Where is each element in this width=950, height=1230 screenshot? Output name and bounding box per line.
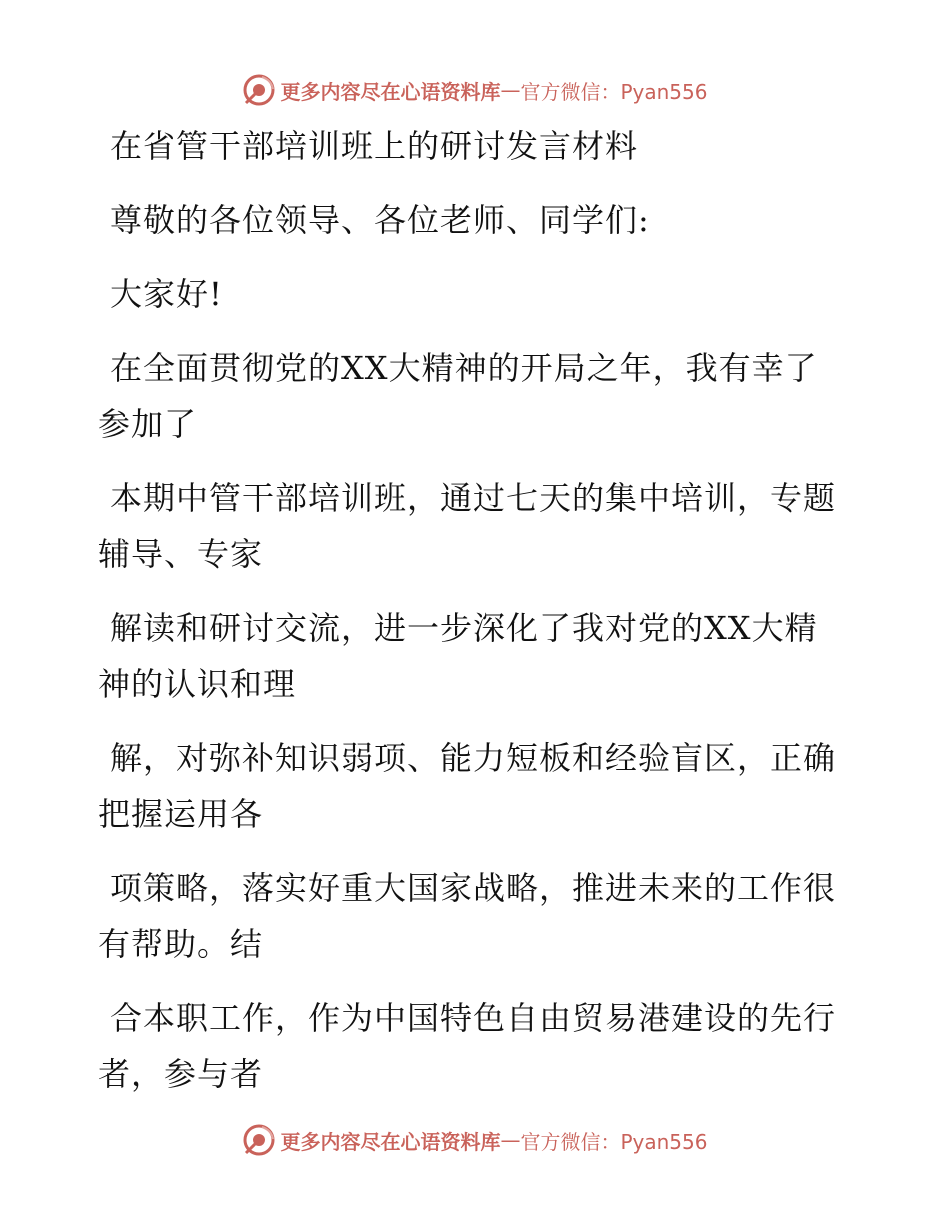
paragraph: 大家好!: [110, 275, 223, 313]
paragraph: 解读和研讨交流，进一步深化了我对党的XX大精神的认识和理: [98, 609, 818, 703]
watermark-contact-text: 官方微信：Pyan556: [520, 1129, 708, 1154]
document-body: [98, 118, 838, 1120]
header-watermark: [0, 72, 950, 108]
paragraph: 尊敬的各位领导、各位老师、同学们:: [110, 201, 650, 239]
watermark-separator: —: [500, 78, 521, 102]
pen-logo-icon: [242, 73, 276, 107]
pen-logo-icon: [242, 1123, 276, 1157]
paragraph: 项策略，落实好重大国家战略，推进未来的工作很有帮助。结: [98, 869, 837, 963]
paragraph: 本期中管干部培训班，通过七天的集中培训，专题辅导、专家: [98, 479, 837, 573]
paragraph: 合本职工作，作为中国特色自由贸易港建设的先行者，参与者: [98, 999, 837, 1093]
watermark-main-text: 更多内容尽在心语资料库: [280, 1129, 501, 1154]
paragraph: 解，对弥补知识弱项、能力短板和经验盲区，正确把握运用各: [98, 739, 837, 833]
watermark-separator: —: [500, 1128, 521, 1152]
watermark-main-text: 更多内容尽在心语资料库: [280, 79, 501, 104]
paragraph: 在全面贯彻党的XX大精神的开局之年，我有幸了参加了: [98, 349, 818, 443]
document-title: 在省管干部培训班上的研讨发言材料: [110, 127, 639, 165]
watermark-contact-text: 官方微信：Pyan556: [520, 79, 708, 104]
footer-watermark: [0, 1122, 950, 1158]
